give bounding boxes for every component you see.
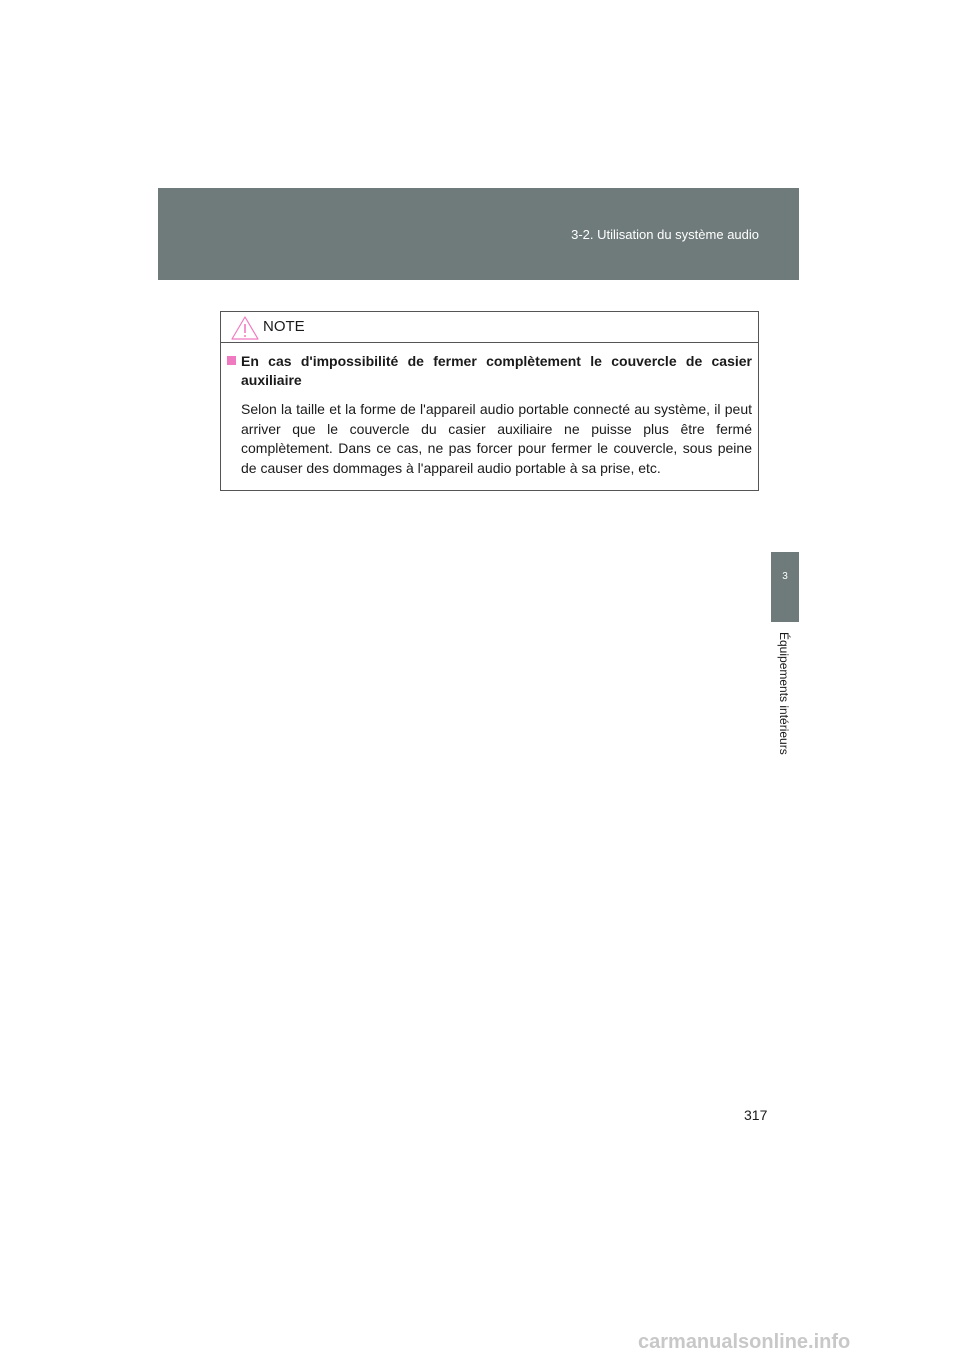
page-number: 317 — [744, 1107, 768, 1123]
section-title: 3-2. Utilisation du système audio — [571, 227, 759, 242]
warning-triangle-icon — [230, 315, 260, 341]
chapter-label: Équipements intérieurs — [777, 632, 791, 755]
square-bullet-icon — [227, 356, 236, 365]
note-box — [220, 311, 759, 491]
watermark-text[interactable]: carmanualsonline.info — [638, 1331, 851, 1353]
note-text: Selon la taille et la forme de l'appareil audio portable connecté au système, il peut arriver que le couvercle du casier auxiliaire ne puisse plus être fermé complètement. Dans ce cas, ne pas forcer pour fermer le couvercle, sous peine de causer des dommages à l'appareil audio portable à sa prise, etc. — [241, 401, 752, 476]
chapter-number: 3 — [782, 571, 788, 582]
note-heading: En cas d'impossibilité de fermer complètement le couvercle de casier auxiliaire — [241, 353, 752, 388]
note-header — [221, 312, 758, 343]
note-title: NOTE — [263, 318, 305, 335]
note-body — [227, 352, 752, 478]
section-header-band — [158, 188, 799, 280]
chapter-tab[interactable] — [771, 552, 799, 622]
